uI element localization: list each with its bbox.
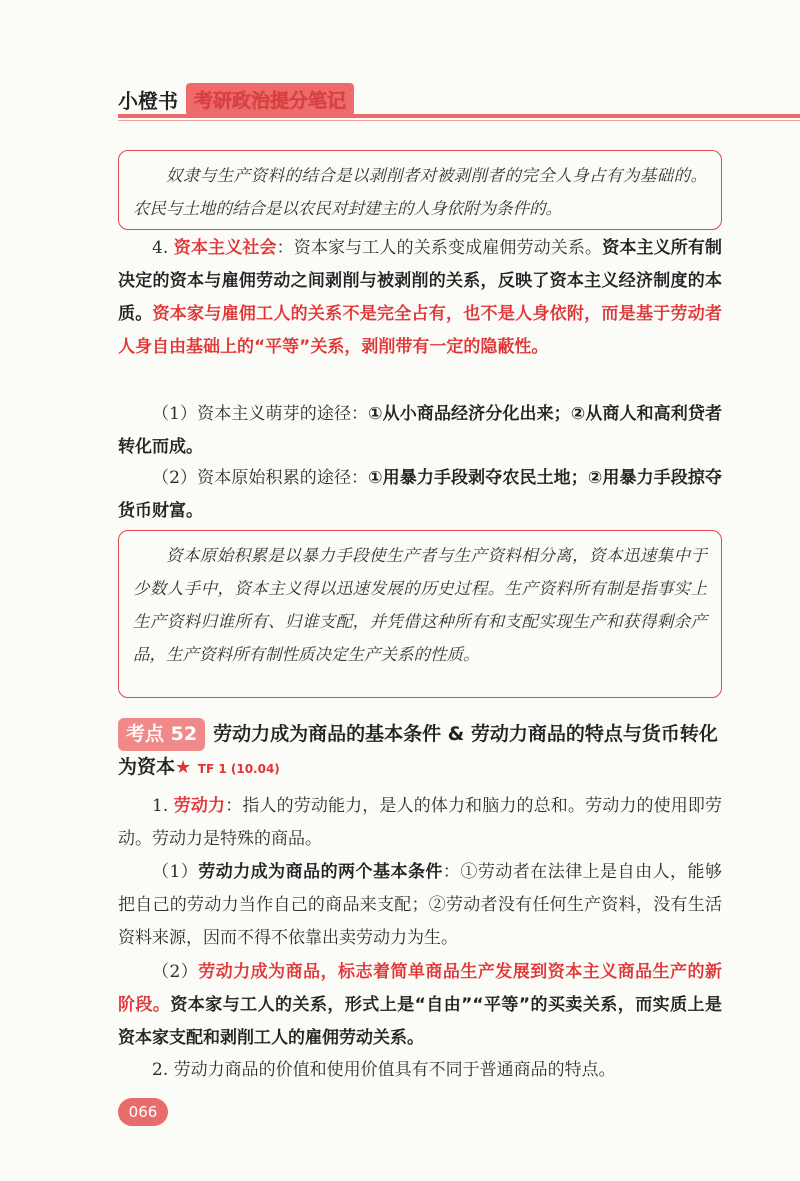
page-header (118, 82, 354, 116)
note-box-accumulation (118, 530, 722, 698)
paragraph-features (118, 1054, 722, 1087)
note-text: 资本原始积累是以暴力手段使生产者与生产资料相分离，资本迅速集中于少数人手中，资本主义得以迅速发展的历史过程。生产资料所有制是指事实上生产资料归谁所有、归谁支配，并凭借这种所有和支配实现生产和获得剩余产品，生产资料所有制性质决定生产关系的性质。 (133, 546, 707, 664)
plain-text: ：资本家与工人的关系变成雇佣劳动关系。 (276, 238, 603, 258)
item-prefix: （1）资本主义萌芽的途径： (152, 404, 369, 424)
section-title: 劳动力成为商品的基本条件 & 劳动力商品的特点与货币转化为资本 (118, 723, 718, 778)
bold-text: 劳动力成为商品的两个基本条件 (198, 862, 443, 882)
section-badge: 考点 52 (118, 718, 205, 751)
section-heading (118, 718, 728, 786)
item-number: 1. (152, 796, 169, 816)
header-rule-thin (118, 120, 800, 121)
paragraph-capitalism (118, 232, 722, 364)
item-prefix: （2） (152, 962, 199, 982)
paragraph-new-stage (118, 956, 722, 1055)
plain-text: ：指人的劳动能力，是人的体力和脑力的总和。劳动力的使用即劳动。劳动力是特殊的商品。 (118, 796, 723, 849)
note-text: 奴隶与生产资料的结合是以剥削者对被剥削者的完全人身占有为基础的。农民与土地的结合是以农民对封建主的人身依附为条件的。 (133, 166, 707, 218)
paragraph-accumulation (118, 462, 722, 528)
item-prefix: （1） (152, 862, 199, 882)
term-capitalism: 资本主义社会 (173, 238, 277, 258)
header-rule (118, 114, 800, 118)
item-number: 4. (152, 238, 169, 258)
paragraph-labor-power (118, 790, 722, 856)
brand-title: 小橙书 (118, 88, 178, 113)
paragraph-sprout (118, 398, 722, 464)
term-labor-power: 劳动力 (173, 796, 226, 816)
series-title: 考研政治提分笔记 (186, 83, 354, 116)
star-icon: ★ (175, 757, 192, 778)
bold-text: 资本主义所有制决定的资本与雇佣劳动之间剥削与被剥削的关系，反映了资本主义经济制度的本质。 (118, 238, 723, 324)
note-box-slavery (118, 150, 722, 230)
plain-text: ：①劳动者在法律上是自由人，能够把自己的劳动力当作自己的商品来支配；②劳动者没有任何生产资料，没有生活资料来源，因而不得不依靠出卖劳动力为生。 (118, 862, 723, 948)
bold-text: ①用暴力手段剥夺农民土地；②用暴力手段掠夺货币财富。 (118, 468, 722, 521)
red-text: 资本家与雇佣工人的关系不是完全占有，也不是人身依附，而是基于劳动者人身自由基础上的“平等”关系，剥削带有一定的隐蔽性。 (118, 304, 723, 357)
red-text: 劳动力成为商品，标志着简单商品生产发展到资本主义商品生产的新阶段。 (118, 962, 722, 1015)
tf-label: TF 1 (10.04) (197, 762, 280, 776)
plain-text: 2. 劳动力商品的价值和使用价值具有不同于普通商品的特点。 (152, 1060, 616, 1080)
paragraph-conditions (118, 856, 722, 955)
bold-text: ①从小商品经济分化出来；②从商人和高利贷者转化而成。 (118, 404, 722, 457)
page-number: 066 (118, 1098, 168, 1126)
item-prefix: （2）资本原始积累的途径： (152, 468, 369, 488)
bold-text: 资本家与工人的关系，形式上是“自由”“平等”的买卖关系，而实质上是资本家支配和剥削工人的雇佣劳动关系。 (118, 995, 722, 1048)
